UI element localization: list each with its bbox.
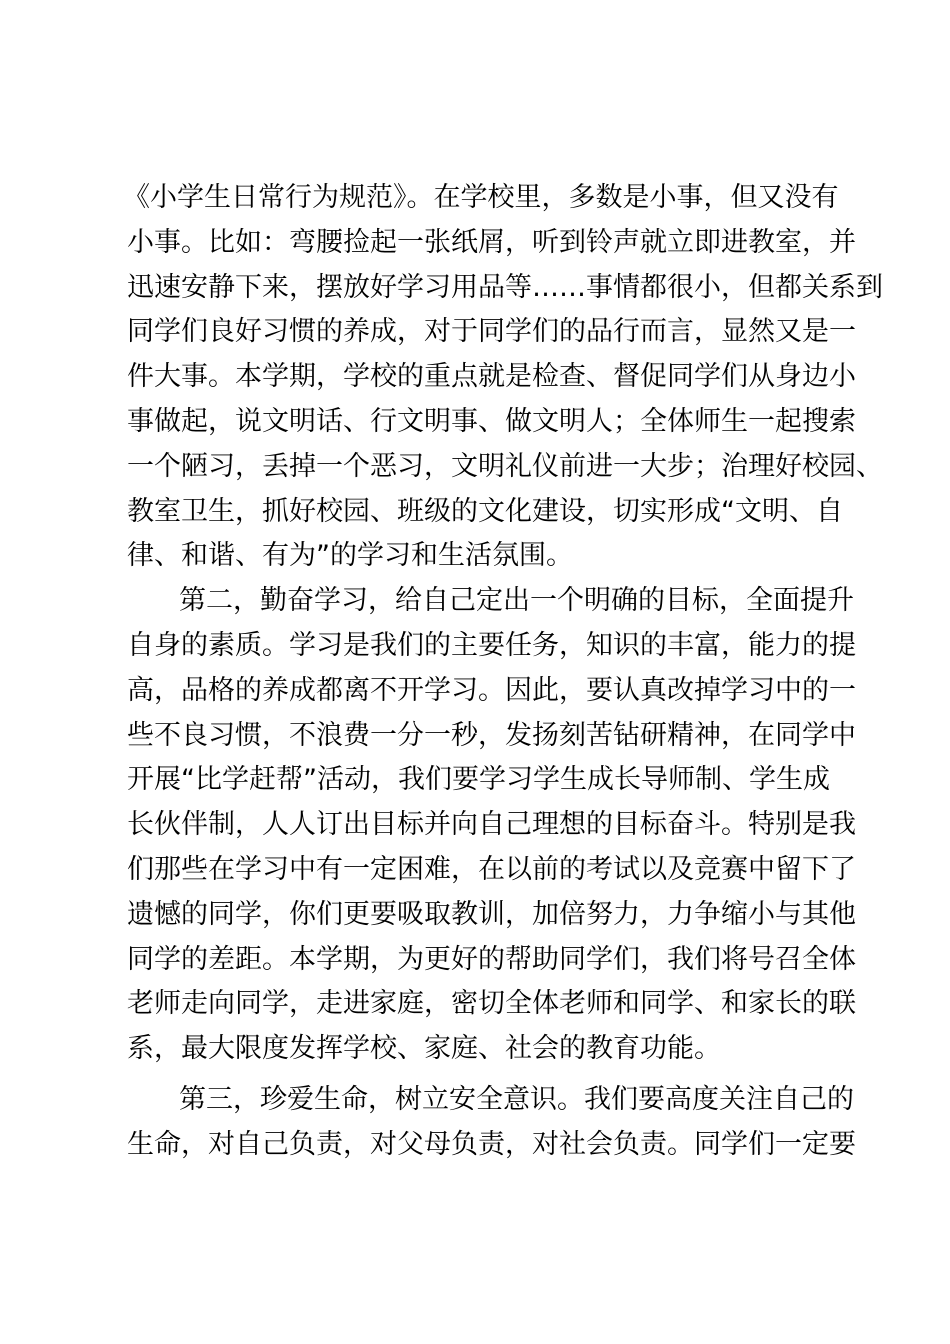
text-line: 事做起，说文明话、行文明事、做文明人；全体师生一起搜索 bbox=[127, 405, 856, 437]
text-line: 遗憾的同学，你们更要吸取教训，加倍努力，力争缩小与其他 bbox=[127, 898, 856, 930]
paragraph-start-line: 第三，珍爱生命，树立安全意识。我们要高度关注自己的 bbox=[179, 1083, 854, 1115]
text-line: 同学的差距。本学期，为更好的帮助同学们，我们将号召全体 bbox=[127, 943, 856, 975]
text-line: 小事。比如：弯腰捡起一张纸屑，听到铃声就立即进教室，并 bbox=[127, 226, 856, 258]
text-line: 《小学生日常行为规范》。在学校里，多数是小事，但又没有 bbox=[123, 182, 839, 213]
text-line: 生命，对自己负责，对父母负责，对社会负责。同学们一定要 bbox=[127, 1128, 856, 1160]
text-line: 教室卫生，抓好校园、班级的文化建设，切实形成“文明、自 bbox=[127, 495, 843, 527]
text-line: 长伙伴制，人人订出目标并向自己理想的目标奋斗。特别是我 bbox=[127, 809, 856, 841]
text-line: 系，最大限度发挥学校、家庭、社会的教育功能。 bbox=[127, 1033, 721, 1065]
body-text bbox=[123, 176, 883, 1168]
text-line: 律、和谐、有为”的学习和生活氛围。 bbox=[127, 540, 573, 572]
text-line: 高，品格的养成都离不开学习。因此，要认真改掉学习中的一 bbox=[127, 674, 856, 706]
text-line: 迅速安静下来，摆放好学习用品等……事情都很小，但都关系到 bbox=[127, 271, 883, 303]
text-line: 同学们良好习惯的养成，对于同学们的品行而言，显然又是一 bbox=[127, 316, 856, 348]
text-line: 们那些在学习中有一定困难，在以前的考试以及竞赛中留下了 bbox=[127, 853, 856, 885]
text-line: 件大事。本学期，学校的重点就是检查、督促同学们从身边小 bbox=[127, 361, 856, 393]
text-line: 开展“比学赶帮”活动，我们要学习学生成长导师制、学生成 bbox=[127, 764, 830, 796]
text-line: 老师走向同学，走进家庭，密切全体老师和同学、和家长的联 bbox=[127, 988, 856, 1020]
paragraph-start-line: 第二，勤奋学习，给自己定出一个明确的目标，全面提升 bbox=[179, 585, 854, 617]
text-line: 自身的素质。学习是我们的主要任务，知识的丰富，能力的提 bbox=[127, 629, 856, 661]
text-line: 些不良习惯，不浪费一分一秒，发扬刻苦钻研精神，在同学中 bbox=[127, 719, 856, 751]
text-line: 一个陋习，丢掉一个恶习，文明礼仪前进一大步；治理好校园、 bbox=[127, 450, 883, 482]
